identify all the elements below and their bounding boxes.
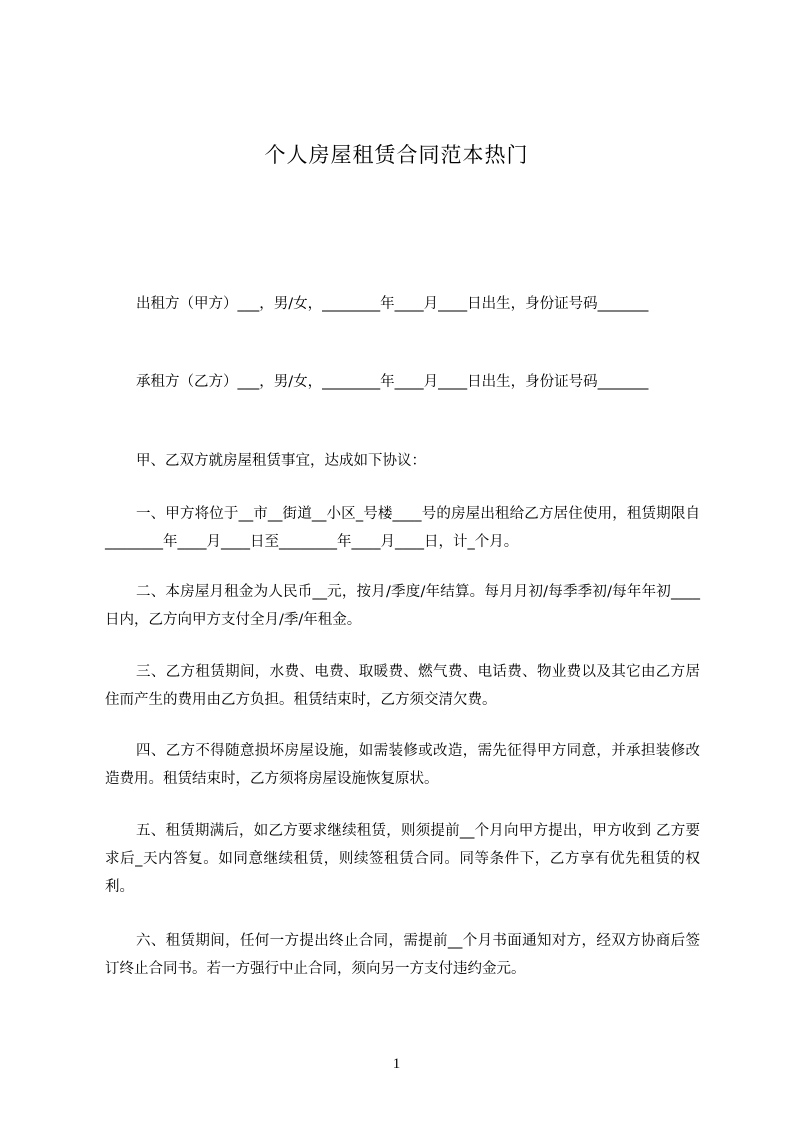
paragraph-clause-4: 四、乙方不得随意损坏房屋设施，如需装修或改造，需先征得甲方同意，并承担装修改造费用。租赁结束时，乙方须将房屋设施恢复原状。	[105, 743, 700, 787]
paragraph-lessor: 出租方（甲方）___，男/女，________年____月____日出生，身份证号码_______	[136, 296, 649, 312]
paragraph-agreement-intro: 甲、乙双方就房屋租赁事宜，达成如下协议：	[136, 453, 426, 469]
page-number: 1	[392, 1056, 401, 1072]
document-title: 个人房屋租赁合同范本热门	[264, 143, 529, 167]
paragraph-clause-6: 六、租赁期间，任何一方提出终止合同，需提前__个月书面通知对方，经双方协商后签订终止合同书。若一方强行中止合同，须向另一方支付违约金元。	[105, 933, 700, 977]
paragraph-clause-2: 二、本房屋月租金为人民币__元，按月/季度/年结算。每月月初/每季季初/每年年初____日内，乙方向甲方支付全月/季/年租金。	[105, 584, 700, 628]
paragraph-clause-5: 五、租赁期满后，如乙方要求继续租赁，则须提前__个月向甲方提出，甲方收到 乙方要求后_天内答复。如同意继续租赁，则续签租赁合同。同等条件下，乙方享有优先租赁的权利。	[105, 823, 700, 895]
paragraph-lessee: 承租方（乙方）___，男/女，________年____月____日出生，身份证号码_______	[136, 374, 649, 390]
paragraph-clause-1: 一、甲方将位于__市__街道__小区_号楼____号的房屋出租给乙方居住使用，租赁期限自________年____月____日至________年____月____日，计_个月。	[105, 506, 700, 550]
paragraph-clause-3: 三、乙方租赁期间，水费、电费、取暖费、燃气费、电话费、物业费以及其它由乙方居住而产生的费用由乙方负担。租赁结束时，乙方须交清欠费。	[105, 664, 700, 708]
